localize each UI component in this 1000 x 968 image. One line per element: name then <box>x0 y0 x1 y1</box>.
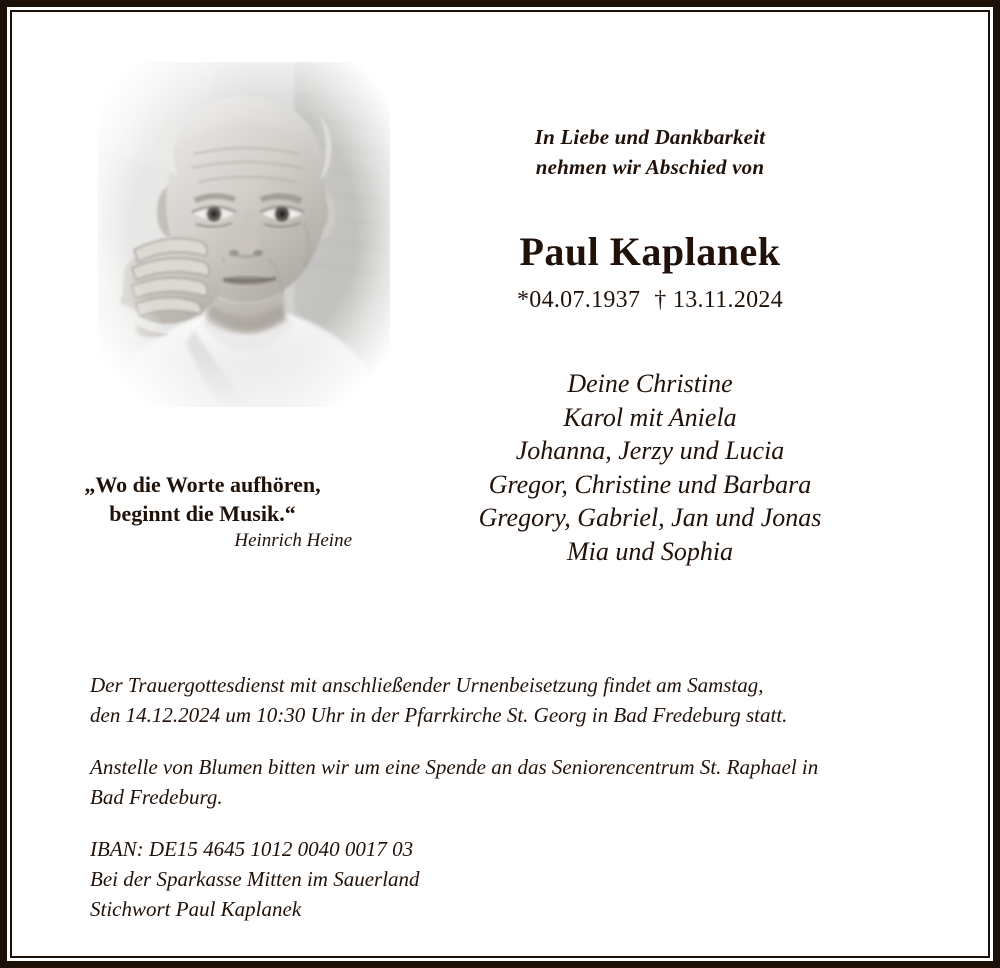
family-line: Gregor, Christine und Barbara <box>488 469 812 499</box>
family-line: Johanna, Jerzy und Lucia <box>515 436 785 465</box>
service-line-2: den 14.12.2024 um 10:30 Uhr in der Pfarrkirche St. Georg in Bad Fredeburg statt. <box>90 703 788 727</box>
service-paragraph <box>90 670 920 730</box>
family-line: Gregory, Gabriel, Jan und Jonas <box>478 503 822 532</box>
family-line: Mia und Sophia <box>566 536 734 566</box>
life-dates <box>430 285 870 315</box>
family-names <box>420 367 880 568</box>
family-line: Karol mit Aniela <box>563 402 737 432</box>
quote-line-1: „Wo die Worte aufhören, <box>84 472 321 497</box>
birth-date: 04.07.1937 <box>529 287 641 313</box>
quote-line-2: beginnt die Musik.“ <box>109 501 296 526</box>
service-details <box>90 670 920 924</box>
quote-attribution: Heinrich Heine <box>234 530 352 551</box>
family-line: Deine Christine <box>567 369 733 398</box>
death-symbol: † <box>654 287 667 313</box>
intro-line-1: In Liebe und Dankbarkeit <box>534 125 766 149</box>
portrait-photo <box>98 62 390 407</box>
bank-paragraph <box>90 834 920 924</box>
bank-name-line: Bei der Sparkasse Mitten im Sauerland <box>90 867 420 891</box>
donation-line-1: Anstelle von Blumen bitten wir um eine Spende an das Seniorencentrum St. Raphael in <box>90 755 819 779</box>
deceased-name: Paul Kaplanek <box>519 229 781 274</box>
intro-line-2: nehmen wir Abschied von <box>535 155 765 179</box>
memorial-quote <box>50 470 355 528</box>
iban-line: IBAN: DE15 4645 1012 0040 0017 03 <box>90 837 414 861</box>
intro-text <box>430 122 870 182</box>
birth-symbol: * <box>516 287 530 313</box>
donation-line-2: Bad Fredeburg. <box>90 785 223 809</box>
payment-reference-line: Stichwort Paul Kaplanek <box>90 897 302 921</box>
donation-paragraph <box>90 752 920 812</box>
death-date: 13.11.2024 <box>672 287 784 313</box>
service-line-1: Der Trauergottesdienst mit anschließender Urnenbeisetzung findet am Samstag, <box>90 673 764 697</box>
